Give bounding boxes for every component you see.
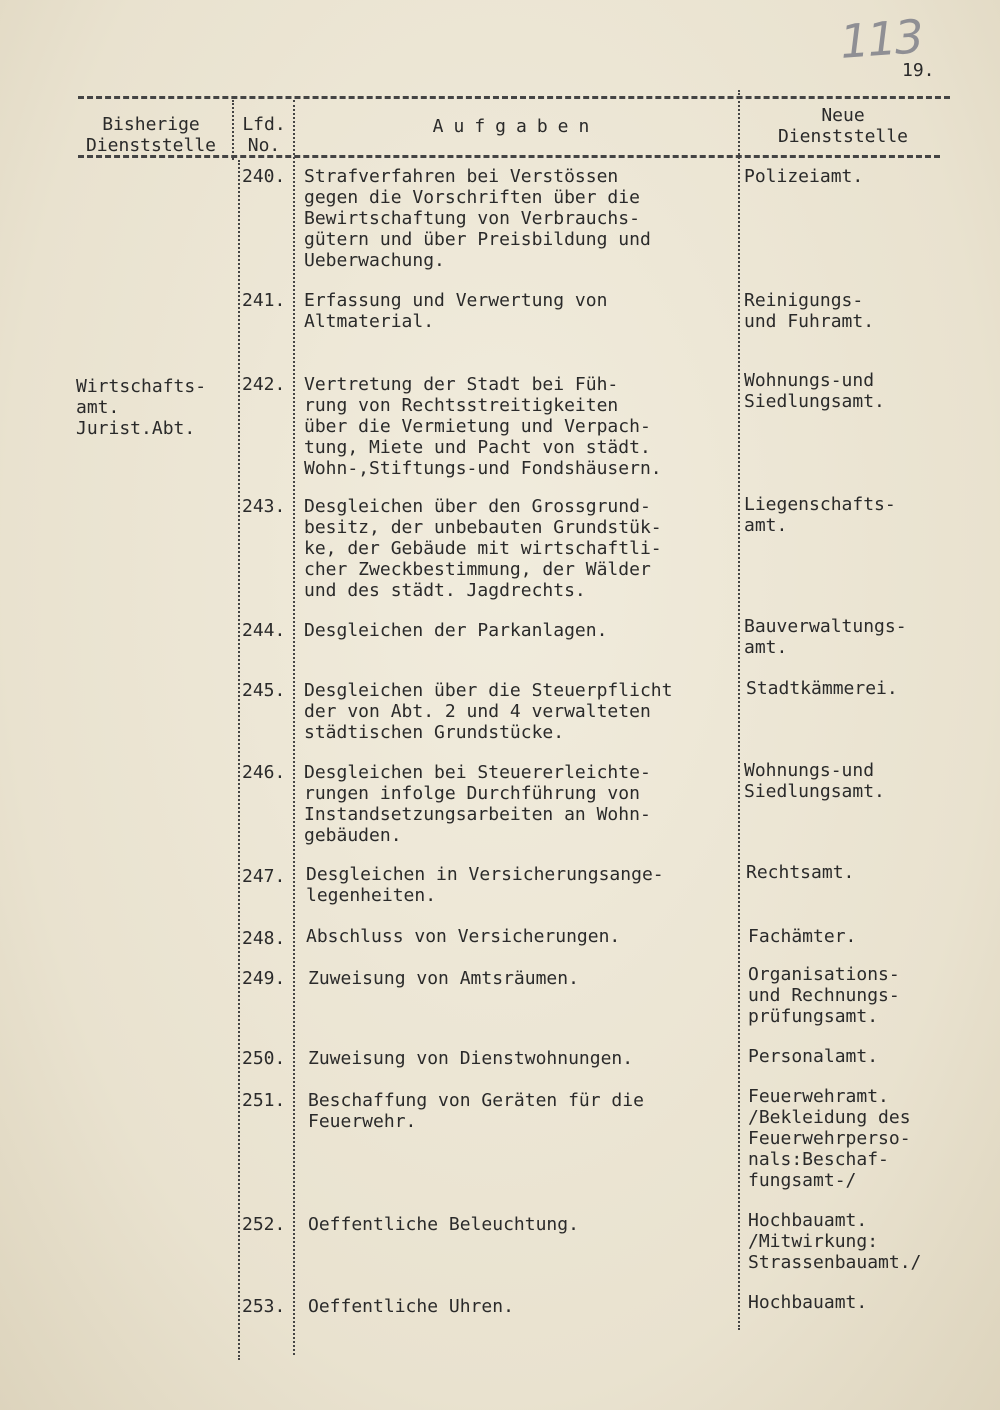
header-new-office: Neue Dienststelle [777, 105, 909, 147]
row-task: Vertretung der Stadt bei Füh- rung von Rechtsstreitigkeiten über die Vermietung und Verpach- tung, Miete und Pacht von städt. Wohn-,Stiftungs-und Fondshäusern. [304, 374, 662, 479]
column-separator-1 [232, 100, 234, 160]
row-number: 248. [242, 928, 286, 949]
row-task: Oeffentliche Uhren. [308, 1296, 514, 1317]
row-new-office: Fachämter. [748, 926, 857, 947]
row-new-office: Feuerwehramt. /Bekleidung des Feuerwehrperso- nals:Beschaf- fungsamt-/ [748, 1086, 911, 1191]
row-task: Zuweisung von Amtsräumen. [308, 968, 579, 989]
column-separator-1-body [238, 160, 240, 1360]
row-new-office: Organisations- und Rechnungs- prüfungsamt. [748, 964, 900, 1027]
row-new-office: Wohnungs-und Siedlungsamt. [744, 760, 885, 802]
row-number: 245. [242, 680, 286, 701]
row-number: 249. [242, 968, 286, 989]
row-number: 250. [242, 1048, 286, 1069]
row-number: 251. [242, 1090, 286, 1111]
row-new-office: Liegenschafts- amt. [744, 494, 896, 536]
row-task: Strafverfahren bei Verstössen gegen die Vorschriften über die Bewirtschaftung von Verbrauchs- gütern und über Preisbildung und Ueberwachung. [304, 166, 651, 271]
header-tasks: Aufgaben [432, 116, 600, 137]
row-number: 253. [242, 1296, 286, 1317]
row-task: Abschluss von Versicherungen. [306, 926, 621, 947]
row-number: 240. [242, 166, 286, 187]
header-former-office: Bisherige Dienststelle [85, 114, 217, 156]
page-number: 19. [902, 60, 935, 81]
column-separator-3 [738, 90, 740, 1330]
row-task: Desgleichen der Parkanlagen. [304, 620, 608, 641]
row-new-office: Personalamt. [748, 1046, 879, 1067]
row-task: Zuweisung von Dienstwohnungen. [308, 1048, 634, 1069]
row-number: 246. [242, 762, 286, 783]
row-task: Desgleichen bei Steuererleichte- rungen infolge Durchführung von Instandsetzungsarbeiten an Wohn- gebäuden. [304, 762, 651, 846]
row-new-office: Bauverwaltungs- amt. [744, 616, 907, 658]
row-number: 243. [242, 496, 286, 517]
row-new-office: Hochbauamt. /Mitwirkung: Strassenbauamt./ [748, 1210, 922, 1273]
row-new-office: Rechtsamt. [746, 862, 855, 883]
row-task: Desgleichen in Versicherungsange- legenheiten. [306, 864, 664, 906]
row-task: Beschaffung von Geräten für die Feuerwehr. [308, 1090, 644, 1132]
row-task: Desgleichen über die Steuerpflicht der von Abt. 2 und 4 verwalteten städtischen Grundstücke. [304, 680, 673, 743]
row-new-office: Polizeiamt. [744, 166, 864, 187]
row-task: Desgleichen über den Grossgrund- besitz, der unbebauten Grundstük- ke, der Gebäude mit wirtschaftli- cher Zweckbestimmung, der Wälder und des städt. Jagdrechts. [304, 496, 662, 601]
row-new-office: Reinigungs- und Fuhramt. [744, 290, 875, 332]
header-top-rule [78, 96, 950, 99]
column-separator-2 [293, 100, 295, 1355]
row-number: 247. [242, 866, 286, 887]
row-task: Erfassung und Verwertung von Altmaterial. [304, 290, 608, 332]
row-task: Oeffentliche Beleuchtung. [308, 1214, 579, 1235]
row-new-office: Stadtkämmerei. [746, 678, 898, 699]
row-new-office: Hochbauamt. [748, 1292, 868, 1313]
row-number: 241. [242, 290, 286, 311]
row-number: 244. [242, 620, 286, 641]
row-number: 242. [242, 374, 286, 395]
header-running-number: Lfd. No. [242, 114, 286, 156]
row-number: 252. [242, 1214, 286, 1235]
handwritten-folio-number: 113 [838, 9, 924, 69]
former-office-label: Wirtschafts- amt. Jurist.Abt. [76, 376, 207, 439]
row-new-office: Wohnungs-und Siedlungsamt. [744, 370, 885, 412]
